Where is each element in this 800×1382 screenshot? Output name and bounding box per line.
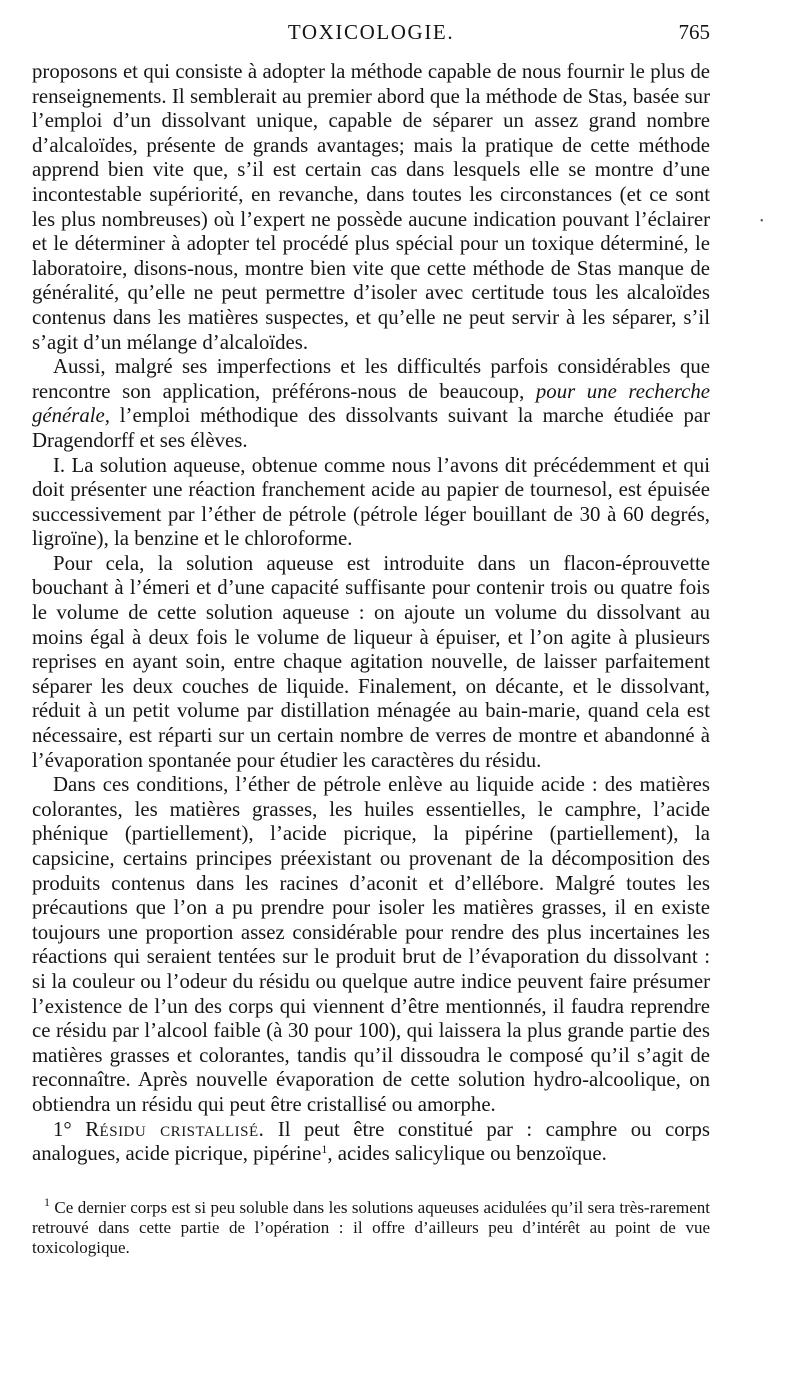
page-header — [32, 20, 710, 50]
paragraph-residu-text-a: Il peut être constitué par : camphre ou corps analogues, acide picrique, pipérine — [32, 1117, 711, 1166]
paragraph-solution-aqueuse: I. La solution aqueuse, obtenue comme nous l’avons dit précédemment et qui doit présenter une réaction franchement acide au papier de tournesol, est épuisée successivement par l’éther de pétrole (pétrole léger bouillant de 30 à 60 degrés, ligroïne), la benzine et le chloroforme. — [32, 453, 710, 551]
section-heading: Résidu cristallisé. — [85, 1117, 265, 1141]
paragraph-dragendorff-text-b: l’emploi méthodique des dissolvants suivant la marche étudiée par Dragendorff et ses élèves. — [32, 404, 710, 452]
footnote-reference: 1 — [321, 1142, 328, 1157]
paragraph-stas-method: proposons et qui consiste à adopter la méthode capable de nous fournir le plus de renseignements. Il semblerait au premier abord que la méthode de Stas, basée sur l’emploi d’un dissolvant unique, capable de séparer un assez grand nombre d’alcaloïdes, présente de grands avantages; mais la pratique de cette méthode apprend bien vite que, s’il est certain cas dans lesquels elle se montre d’une incontestable supériorité, en revanche, dans toutes les circonstances (et ce sont les plus nombreuses) où l’expert ne possède aucune indication pouvant l’éclairer et le déterminer à adopter tel procédé plus spécial pour un toxique déterminé, le laboratoire, disons-nous, montre bien vite que cette méthode de Stas manque de généralité, qu’elle ne peut permettre d’isoler avec certitude tous les alcaloïdes contenus dans les matières suspectes, et qu’elle ne peut servir à les séparer, s’il s’agit d’un mélange d’alcaloïdes. — [32, 60, 710, 354]
paragraph-residu-cristallise — [32, 1118, 710, 1167]
footnote — [32, 1195, 711, 1258]
margin-speck: • — [760, 216, 764, 227]
footnotes — [32, 1195, 711, 1258]
footnote-marker: 1 — [44, 1195, 50, 1209]
paragraph-dragendorff-text-a: Aussi, malgré ses imperfections et les difficultés parfois considérables que rencontre son application, préférons-nous de beaucoup, — [32, 355, 710, 403]
running-title: TOXICOLOGIE. — [287, 20, 455, 44]
page-number: 765 — [678, 20, 710, 44]
paragraph-dragendorff — [32, 355, 710, 453]
emphasis-recherche-generale: pour une recherche générale, — [32, 379, 711, 428]
paragraph-residu-text-b: , acides salicylique ou benzoïque. — [327, 1142, 607, 1166]
footnote-text: Ce dernier corps est si peu soluble dans les solutions aqueuses acidulées qu’il sera très-rarement retrouvé dans cette partie de l’opération : il offre d’ailleurs peu d’intérêt au point de vue toxicologique. — [32, 1198, 711, 1257]
main-text — [32, 60, 710, 1167]
paragraph-ether-petrole: Dans ces conditions, l’éther de pétrole enlève au liquide acide : des matières colorantes, les matières grasses, les huiles essentielles, le camphre, l’acide phénique (partiellement), l’acide picrique, la pipérine (partiellement), la capsicine, certains principes préexistant ou provenant de la décomposition des produits contenus dans les racines d’aconit et d’ellébore. Malgré toutes les précautions que l’on a pu prendre pour isoler les matières grasses, il en existe toujours une proportion assez considérable pour rendre des plus incertaines les réactions qui seraient tentées sur le produit brut de l’évaporation du dissolvant : si la couleur ou l’odeur du résidu ou quelque autre indice peuvent faire présumer l’existence de l’un des corps qui viennent d’être mentionnés, il faudra reprendre ce résidu par l’alcool faible (à 30 pour 100), qui laissera la plus grande partie des matières grasses et colorantes, tandis qu’il dissoudra le composé qu’il s’agit de reconnaître. Après nouvelle évaporation de cette solution hydro-alcoolique, on obtiendra un résidu qui peut être cristallisé ou amorphe. — [32, 773, 710, 1116]
paragraph-procedure: Pour cela, la solution aqueuse est introduite dans un flacon-éprouvette bouchant à l’émeri et d’une capacité suffisante pour contenir trois ou quatre fois le volume de cette solution aqueuse : on ajoute un volume du dissolvant au moins égal à deux fois le volume de liqueur à épuiser, et l’on agite à plusieurs reprises en ayant soin, entre chaque agitation nouvelle, de laisser parfaitement séparer les deux couches de liquide. Finalement, on décante, et le dissolvant, réduit à un petit volume par distillation ménagée au bain-marie, quand cela est nécessaire, est réparti sur un certain nombre de verres de montre et abandonné à l’évaporation spontanée pour étudier les caractères du résidu. — [32, 551, 710, 772]
section-number: 1° — [53, 1117, 72, 1141]
